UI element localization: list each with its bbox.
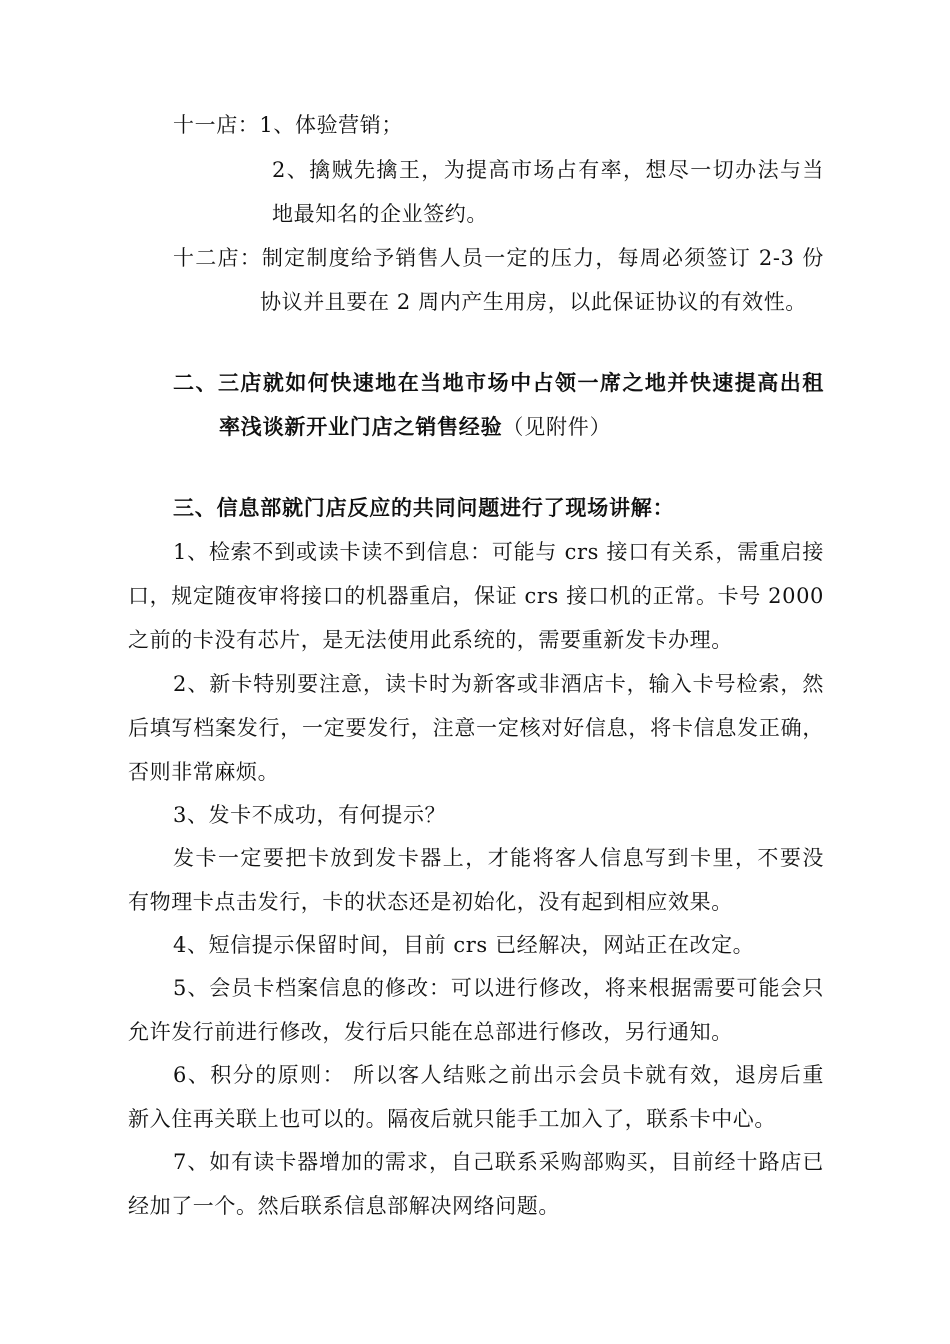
store12-line2: 协议并且要在 2 周内产生用房，以此保证协议的有效性。 (260, 290, 807, 314)
item2-line1: 2、新卡特别要注意，读卡时为新客或非酒店卡，输入卡号检索，然 (173, 672, 824, 696)
item1-line3: 之前的卡没有芯片，是无法使用此系统的，需要重新发卡办理。 (128, 628, 733, 652)
store11-item2-line2: 地最知名的企业签约。 (272, 202, 488, 226)
store12-text-line1: 制定制度给予销售人员一定的压力，每周必须签订 2-3 份 (261, 246, 824, 270)
item7-line1: 7、如有读卡器增加的需求，自己联系采购部购买，目前经十路店已 (173, 1150, 824, 1174)
store11-line (173, 110, 403, 140)
item4-line1: 4、短信提示保留时间，目前 crs 已经解决，网站正在改定。 (173, 933, 755, 957)
section-two-attachment-note: （见附件） (502, 415, 612, 439)
item7-line2: 经加了一个。然后联系信息部解决网络问题。 (128, 1194, 560, 1218)
item1-line2: 口，规定随夜审将接口的机器重启，保证 crs 接口机的正常。卡号 2000 (128, 584, 824, 608)
item3-line1: 3、发卡不成功，有何提示？ (173, 803, 447, 827)
store11-prefix: 十一店： (173, 113, 260, 137)
section-three-heading: 三、信息部就门店反应的共同问题进行了现场讲解： (173, 496, 675, 520)
store12-prefix: 十二店： (173, 246, 262, 270)
section-two-heading-line2 (219, 412, 611, 442)
item2-line3: 否则非常麻烦。 (128, 760, 280, 784)
section-two-heading-line1: 二、三店就如何快速地在当地市场中占领一席之地并快速提高出租 (173, 371, 824, 395)
item6-line1: 6、积分的原则： 所以客人结账之前出示会员卡就有效，退房后重 (173, 1063, 824, 1087)
item1-line1: 1、检索不到或读卡读不到信息：可能与 crs 接口有关系，需重启接 (173, 540, 824, 564)
item5-line1: 5、会员卡档案信息的修改：可以进行修改，将来根据需要可能会只 (173, 976, 824, 1000)
store11-item1: 1、体验营销； (259, 113, 403, 137)
item2-line2: 后填写档案发行，一定要发行，注意一定核对好信息，将卡信息发正确， (128, 716, 824, 740)
item6-line2: 新入住再关联上也可以的。隔夜后就只能手工加入了，联系卡中心。 (128, 1107, 776, 1131)
item5-line2: 允许发行前进行修改，发行后只能在总部进行修改，另行通知。 (128, 1020, 733, 1044)
section-two-heading-bold: 率浅谈新开业门店之销售经验 (219, 415, 503, 439)
item3-answer-line2: 有物理卡点击发行，卡的状态还是初始化，没有起到相应效果。 (128, 890, 733, 914)
store11-item2-line1: 2、擒贼先擒王，为提高市场占有率，想尽一切办法与当 (272, 158, 824, 182)
store12-line1 (173, 243, 824, 273)
item3-answer-line1: 发卡一定要把卡放到发卡器上，才能将客人信息写到卡里，不要没 (173, 846, 824, 870)
